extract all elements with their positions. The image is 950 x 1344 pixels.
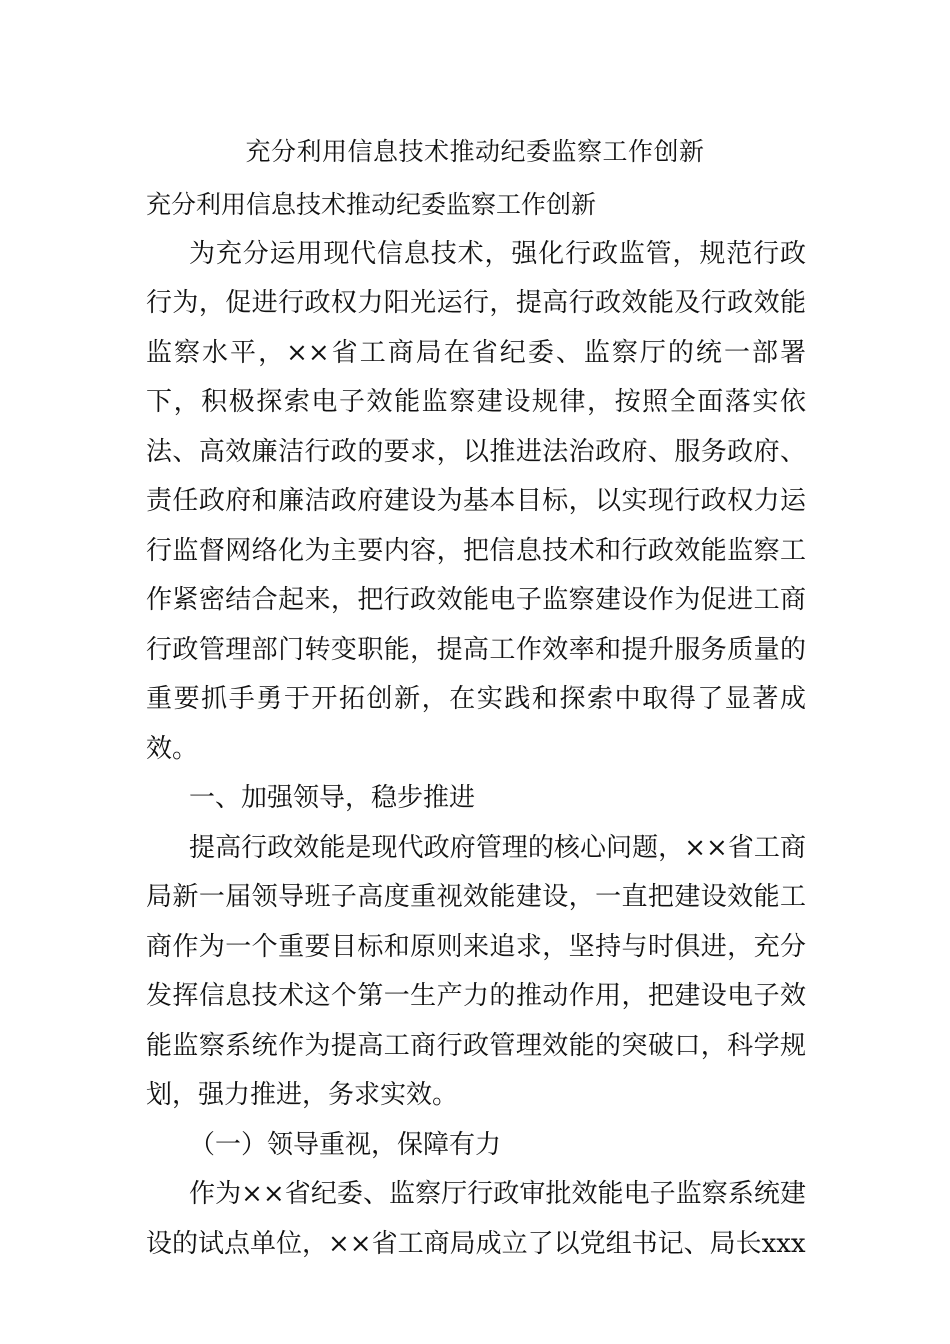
section-heading-1: 一、加强领导，稳步推进 <box>189 783 476 813</box>
document-subtitle: 充分利用信息技术推动纪委监察工作创新 <box>146 190 597 219</box>
subsection-heading-1: （一）领导重视，保障有力 <box>189 1129 502 1160</box>
paragraph-intro: 为充分运用现代信息技术，强化行政监管，规范行政行为，促进行政权力阳光运行，提高行政效能及行政效能监察水平，××省工商局在省纪委、监察厅的统一部署下，积极探索电子效能监察建设规律，按照全面落实依法、高效廉洁行政的要求，以推进法治政府、服务政府、责任政府和廉洁政府建设为基本目标，以实现行政权力运行监督网络化为主要内容，把信息技术和行政效能监察工作紧密结合起来，把行政效能电子监察建设作为促进工商行政管理部门转变职能，提高工作效率和提升服务质量的重要抓手勇于开拓创新，在实践和探索中取得了显著成效。 <box>146 238 806 764</box>
document-title: 充分利用信息技术推动纪委监察工作创新 <box>245 137 705 166</box>
paragraph-section-1: 提高行政效能是现代政府管理的核心问题，××省工商局新一届领导班子高度重视效能建设，一直把建设效能工商作为一个重要目标和原则来追求，坚持与时俱进，充分发挥信息技术这个第一生产力的推动作用，把建设电子效能监察系统作为提高工商行政管理效能的突破口，科学规划，强力推进，务求实效。 <box>146 832 806 1110</box>
document-body <box>146 180 806 1269</box>
paragraph-subsection-1: 作为××省纪委、监察厅行政审批效能电子监察系统建设的试点单位，××省工商局成立了以党组书记、局长xxx <box>146 1179 806 1259</box>
